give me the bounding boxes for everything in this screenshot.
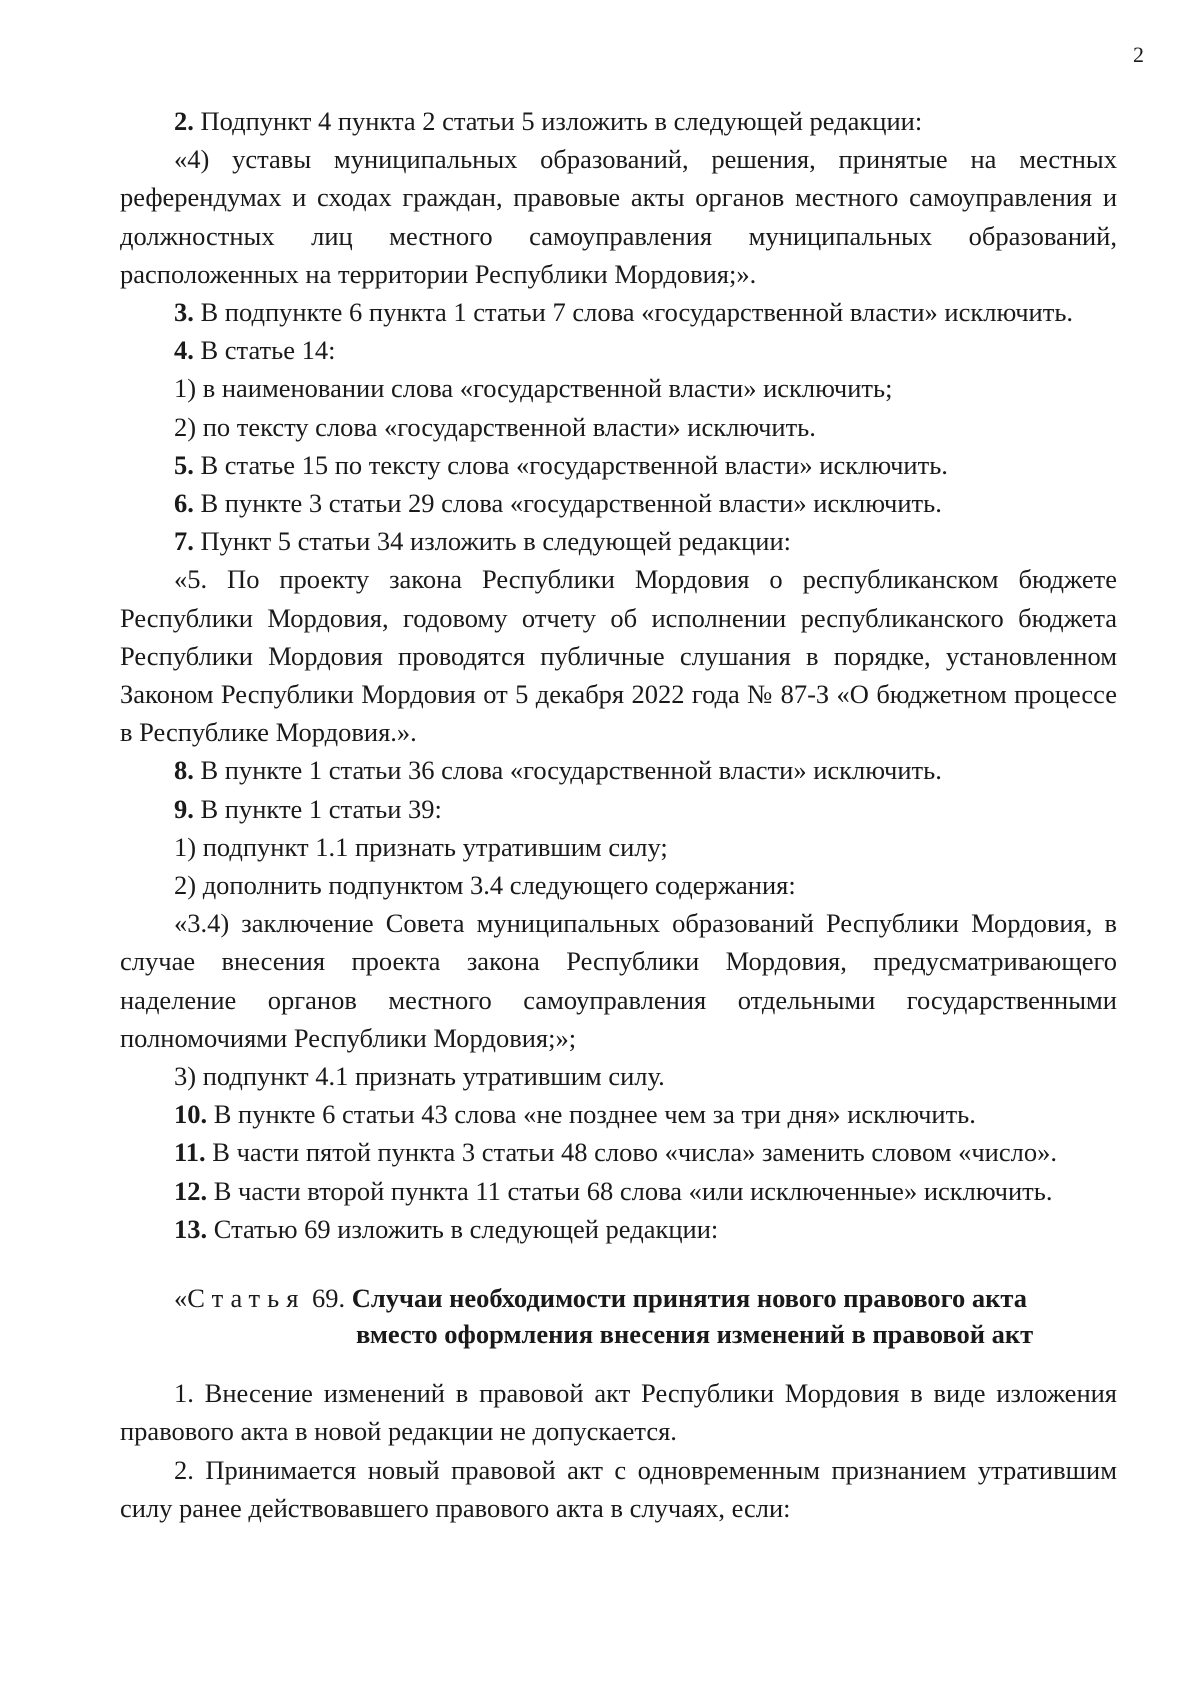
item-text: В подпункте 6 пункта 1 статьи 7 слова «государственной власти» исключить.: [193, 297, 1074, 328]
item-3: [120, 293, 1117, 331]
subitem: [120, 866, 1117, 904]
article-paragraph-2: 2. Принимается новый правовой акт с одновременным признанием утратившим силу ранее действовавшего правового акта в случаях, если:: [120, 1454, 1117, 1523]
item-text: В пункте 6 статьи 43 слова «не позднее чем за три дня» исключить.: [207, 1099, 976, 1130]
item-number: 12.: [174, 1175, 208, 1206]
item-text: Статью 69 изложить в следующей редакции:: [207, 1213, 719, 1244]
article-number: 69.: [305, 1283, 352, 1314]
item-number: 6.: [174, 488, 194, 519]
item-text: В части второй пункта 11 статьи 68 слова «или исключенные» исключить.: [207, 1175, 1053, 1206]
article-paragraph-1: 1. Внесение изменений в правовой акт Республики Мордовия в виде изложения правового акта в новой редакции не допускается.: [120, 1378, 1117, 1447]
article-quote-open: «: [174, 1283, 188, 1314]
item-text: В статье 15 по тексту слова «государственной власти» исключить.: [193, 449, 948, 480]
item-9: [120, 790, 1117, 828]
item-text: 1) в наименовании слова «государственной власти» исключить;: [174, 373, 893, 404]
item-text: «3.4) заключение Совета муниципальных образований Республики Мордовия, в случае внесения проекта закона Республики Мордовия, предусматривающего наделение органов местного самоуправления отдельными государственными полномочиями Республики Мордовия;»;: [120, 908, 1117, 1053]
item-text: В пункте 1 статьи 36 слова «государственной власти» исключить.: [193, 755, 942, 786]
item-5: [120, 446, 1117, 484]
item-6: [120, 484, 1117, 522]
item-text: В пункте 3 статьи 29 слова «государственной власти» исключить.: [193, 488, 942, 519]
item-text: «4) уставы муниципальных образований, решения, принятые на местных референдумах и сходах граждан, правовые акты органов местного самоуправления и должностных лиц местного самоуправления муниципальных образований, расположенных на территории Республики Мордовия;».: [120, 144, 1117, 289]
item-text: В части пятой пункта 3 статьи 48 слово «числа» заменить словом «число».: [205, 1137, 1057, 1168]
subitem: [120, 1057, 1117, 1095]
item-13: [120, 1210, 1117, 1248]
item-number: 8.: [174, 755, 194, 786]
item-text: В пункте 1 статьи 39:: [193, 793, 442, 824]
item-11: [120, 1133, 1117, 1171]
page-number: 2: [1133, 42, 1144, 67]
article-title-line-2: вместо оформления внесения изменений в правовой акт: [356, 1319, 1034, 1350]
item-text: «5. По проекту закона Республики Мордовия о республиканском бюджете Республики Мордовия, годовому отчету об исполнении республиканского бюджета Республики Мордовия проводятся публичные слушания в порядке, установленном Законом Республики Мордовия от 5 декабря 2022 года № 87-З «О бюджетном процессе в Республике Мордовия.».: [120, 564, 1117, 748]
quoted-text: [120, 560, 1117, 751]
item-2: [120, 102, 1117, 140]
item-text: 1) подпункт 1.1 признать утратившим силу;: [174, 831, 668, 862]
article-heading: [120, 1280, 1117, 1352]
item-number: 9.: [174, 793, 194, 824]
item-number: 4.: [174, 335, 194, 366]
item-text: 3) подпункт 4.1 признать утратившим силу.: [174, 1061, 665, 1092]
subitem: [120, 828, 1117, 866]
article-word: Статья: [187, 1283, 306, 1314]
item-text: Пункт 5 статьи 34 изложить в следующей редакции:: [193, 526, 791, 557]
item-8: [120, 751, 1117, 789]
item-number: 7.: [174, 526, 194, 557]
item-text: Подпункт 4 пункта 2 статьи 5 изложить в следующей редакции:: [193, 106, 923, 136]
item-number: 5.: [174, 449, 194, 480]
item-7: [120, 522, 1117, 560]
item-text: 2) дополнить подпунктом 3.4 следующего содержания:: [174, 870, 796, 901]
item-number: 2.: [174, 106, 194, 136]
article-title-line-1: Случаи необходимости принятия нового правового акта: [351, 1283, 1028, 1314]
item-text: 2) по тексту слова «государственной власти» исключить.: [174, 411, 816, 442]
item-4: [120, 331, 1117, 369]
quoted-text: [120, 904, 1117, 1057]
item-number: 13.: [174, 1213, 208, 1244]
item-10: [120, 1095, 1117, 1133]
item-number: 10.: [174, 1099, 208, 1130]
item-text: В статье 14:: [193, 335, 336, 366]
item-number: 3.: [174, 297, 194, 328]
item-number: 11.: [174, 1137, 206, 1168]
subitem: [120, 369, 1117, 407]
quoted-text: [120, 140, 1117, 293]
item-12: [120, 1172, 1117, 1210]
document-body: [120, 102, 1117, 1527]
subitem: [120, 408, 1117, 446]
